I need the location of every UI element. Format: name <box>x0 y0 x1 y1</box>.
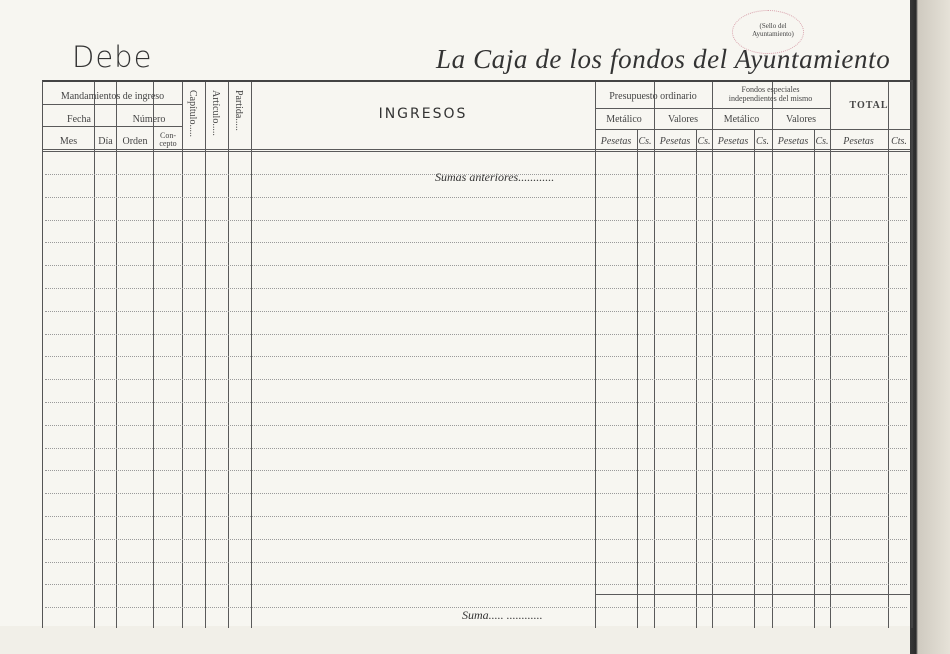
header-dia: Día <box>98 136 113 147</box>
ledger-row-line <box>45 311 907 312</box>
column-rule <box>251 82 252 628</box>
column-rule <box>116 82 117 628</box>
header-bottom-rule <box>43 151 910 152</box>
ledger-row-line <box>45 448 907 449</box>
header-mandamientos: Mandamientos de ingreso <box>60 91 165 102</box>
suma-rule <box>595 594 910 595</box>
header-pesetas-5: Pesetas <box>843 136 874 147</box>
header-valores-1: Valores <box>668 114 698 125</box>
suma-label: Suma..... ............ <box>462 608 543 622</box>
header-rule <box>43 104 182 105</box>
header-mes: Mes <box>59 136 78 147</box>
ledger-row-line <box>45 379 907 380</box>
header-cs-4: Cs. <box>815 136 829 147</box>
ledger-row-line <box>45 584 907 585</box>
ledger-row-line <box>45 356 907 357</box>
column-rule <box>153 82 154 628</box>
header-cs-2: Cs. <box>697 136 711 147</box>
header-metalico-2: Metálico <box>723 114 760 125</box>
header-cs-1: Cs. <box>638 136 652 147</box>
column-rule <box>888 82 889 628</box>
caja-title: La Caja de los fondos del Ayuntamiento <box>436 44 891 74</box>
header-pesetas-2: Pesetas <box>659 136 691 147</box>
header-pesetas-4: Pesetas <box>777 136 809 147</box>
stamp-label: (Sello del Ayuntamiento) <box>752 22 794 38</box>
column-rule <box>182 82 183 628</box>
header-articulo: Artículo..... <box>210 90 221 136</box>
column-rule <box>228 82 229 628</box>
header-metalico-1: Metálico <box>606 114 642 125</box>
debe-heading: Debe <box>72 40 153 74</box>
book-binding-edge <box>910 0 950 654</box>
ledger-row-line <box>45 220 907 221</box>
header-pesetas-3: Pesetas <box>717 136 749 147</box>
ledger-row-line <box>45 470 907 471</box>
header-numero: Número <box>132 114 166 125</box>
header-ingresos: INGRESOS <box>378 106 468 122</box>
header-cts: Cts. <box>891 136 907 147</box>
header-concepto: Con- cepto <box>159 131 177 148</box>
ledger-row-line <box>45 425 907 426</box>
header-presupuesto: Presupuesto ordinario <box>609 91 697 102</box>
ledger-row-line <box>45 265 907 266</box>
ledger-row-line <box>45 516 907 517</box>
ledger-row-line <box>45 334 907 335</box>
header-cs-3: Cs. <box>755 136 770 147</box>
ledger-row-line <box>45 539 907 540</box>
ledger-row-line <box>45 242 907 243</box>
ledger-row-line <box>45 562 907 563</box>
column-rule <box>205 82 206 628</box>
column-rule <box>94 82 95 628</box>
ledger-row-line <box>45 402 907 403</box>
column-rule <box>772 82 773 628</box>
header-rule <box>43 126 182 127</box>
header-rule <box>595 108 830 109</box>
page-bottom-edge <box>0 626 914 654</box>
header-orden: Orden <box>122 136 148 147</box>
ledger-row-line <box>45 288 907 289</box>
header-total: TOTAL <box>849 100 889 111</box>
header-fecha: Fecha <box>67 114 91 125</box>
sumas-anteriores-label: Sumas anteriores............ <box>435 170 555 184</box>
header-fondos: Fondos especiales independientes del mismo <box>728 85 813 103</box>
ledger-row-line <box>45 197 907 198</box>
header-rule <box>595 129 910 130</box>
header-valores-2: Valores <box>786 114 816 125</box>
column-rule <box>595 82 596 628</box>
column-rule <box>654 82 655 628</box>
header-capitulo: Capítulo..... <box>187 90 198 137</box>
header-bottom-rule <box>43 149 910 150</box>
column-rule <box>830 82 831 628</box>
ledger-row-line <box>45 493 907 494</box>
ledger-table <box>42 80 913 628</box>
header-partida: Partida..... <box>233 90 244 131</box>
column-rule <box>712 82 713 628</box>
header-pesetas-1: Pesetas <box>600 136 632 147</box>
